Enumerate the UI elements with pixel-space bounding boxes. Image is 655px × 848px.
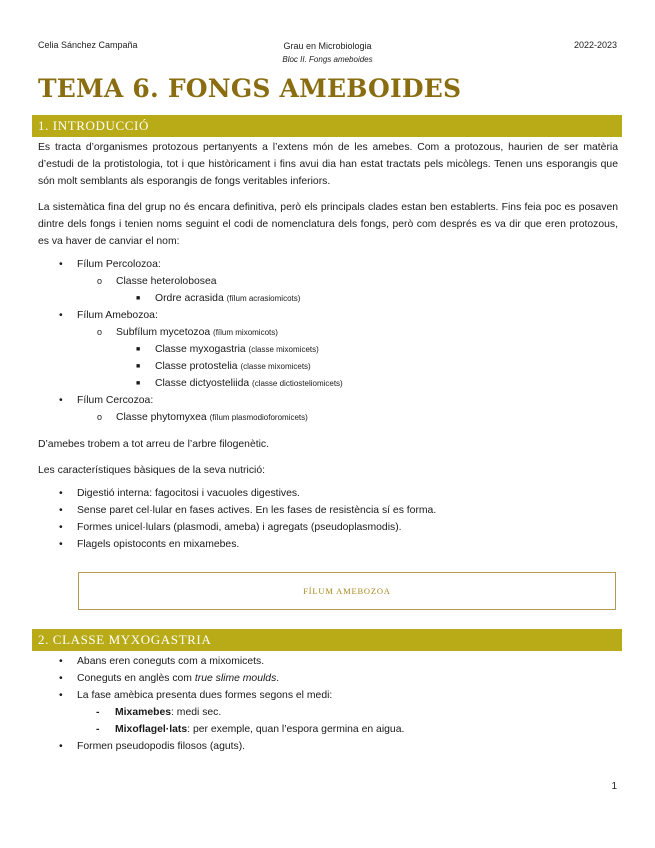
header-author: Celia Sánchez Campaña	[38, 40, 138, 50]
list-item: • Fílum Percolozoa:	[59, 259, 161, 270]
list-item: - Mixoflagel·lats: per exemple, quan l’espora germina en aigua.	[96, 724, 405, 735]
bullet-icon: •	[59, 741, 63, 752]
list-item: • Formes unicel·lulars (plasmodi, ameba) i agregats (pseudoplasmodis).	[59, 522, 402, 533]
list-item: ■ Classe protostelia (classe mixomicets)	[136, 361, 311, 372]
list-item: ■ Classe myxogastria (classe mixomicets)	[136, 344, 319, 355]
header-degree: Grau en Microbiologia	[283, 41, 372, 51]
list-item: • Fílum Amebozoa:	[59, 310, 158, 321]
square-bullet-icon: ■	[136, 346, 141, 353]
circle-bullet-icon: o	[97, 276, 103, 286]
intro-paragraph-1: Es tracta d’organismes protozous pertanyents a l’extens món de les amebes. Com a protozous, haurien de ser matèria d’estudi de la protistologia, tot i que històricament i fins avui dia han estat tractats pels micòlegs. Tenen uns esporangis que són molt semblants als esporangis de fongs veritables inferiors.	[38, 142, 618, 187]
header-block: Bloc II. Fongs ameboides	[282, 55, 373, 64]
circle-bullet-icon: o	[97, 412, 103, 422]
header-center	[0, 40, 655, 66]
list-item: • La fase amèbica presenta dues formes segons el medi:	[59, 690, 333, 701]
list-item: o Subfílum mycetozoa (fílum mixomicots)	[97, 327, 278, 338]
list-item: • Digestió interna: fagocitosi i vacuoles digestives.	[59, 488, 300, 499]
list-item: ■ Ordre acrasida (fílum acrasiomicots)	[136, 293, 301, 304]
list-item: • Sense paret cel·lular en fases actives. En les fases de resistència sí es forma.	[59, 505, 437, 516]
intro-paragraph-4: Les característiques bàsiques de la seva nutrició:	[38, 465, 265, 476]
section-heading-myxogastria: 2. CLASSE MYXOGASTRIA	[32, 629, 622, 651]
list-item: • Fílum Cercozoa:	[59, 395, 154, 406]
bullet-icon: •	[59, 505, 63, 516]
list-item: • Coneguts en anglès com true slime moulds.	[59, 673, 280, 684]
page-title: TEMA 6. FONGS AMEBOIDES	[38, 74, 462, 103]
list-item: • Flagels opistoconts en mixamebes.	[59, 539, 240, 550]
filum-amebozoa-box: FÍLUM AMEBOZOA	[78, 572, 616, 610]
bullet-icon: •	[59, 673, 63, 684]
list-item: • Abans eren coneguts com a mixomicets.	[59, 656, 265, 667]
section-heading-introduccio: 1. INTRODUCCIÓ	[32, 115, 622, 137]
header-year: 2022-2023	[573, 40, 617, 50]
square-bullet-icon: ■	[136, 363, 141, 370]
square-bullet-icon: ■	[136, 295, 141, 302]
bullet-icon: •	[59, 395, 63, 406]
bullet-icon: •	[59, 488, 63, 499]
intro-paragraph-2: La sistemàtica fina del grup no és encara definitiva, però els principals clades estan ben establerts. Fins feia poc es posaven dintre dels fongs i tenien noms seguint el codi de nomenclatura dels fongs, però com després es va dir que eren protozous, es va haver de canviar el nom:	[38, 202, 618, 247]
bullet-icon: •	[59, 690, 63, 701]
bullet-icon: •	[59, 259, 63, 270]
circle-bullet-icon: o	[97, 327, 103, 337]
intro-paragraph-3: D’amebes trobem a tot arreu de l’arbre filogenètic.	[38, 439, 270, 450]
bullet-icon: •	[59, 656, 63, 667]
list-item: • Formen pseudopodis filosos (aguts).	[59, 741, 246, 752]
list-item: o Classe heterolobosea	[97, 276, 217, 287]
list-item: o Classe phytomyxea (fílum plasmodioforomicets)	[97, 412, 308, 423]
page-number: 1	[611, 781, 617, 792]
bullet-icon: •	[59, 539, 63, 550]
dash-bullet-icon: -	[96, 707, 100, 718]
bullet-icon: •	[59, 522, 63, 533]
list-item: - Mixamebes: medi sec.	[96, 707, 222, 718]
list-item: ■ Classe dictyosteliida (classe dictiosteliomicets)	[136, 378, 343, 389]
square-bullet-icon: ■	[136, 380, 141, 387]
dash-bullet-icon: -	[96, 724, 100, 735]
bullet-icon: •	[59, 310, 63, 321]
